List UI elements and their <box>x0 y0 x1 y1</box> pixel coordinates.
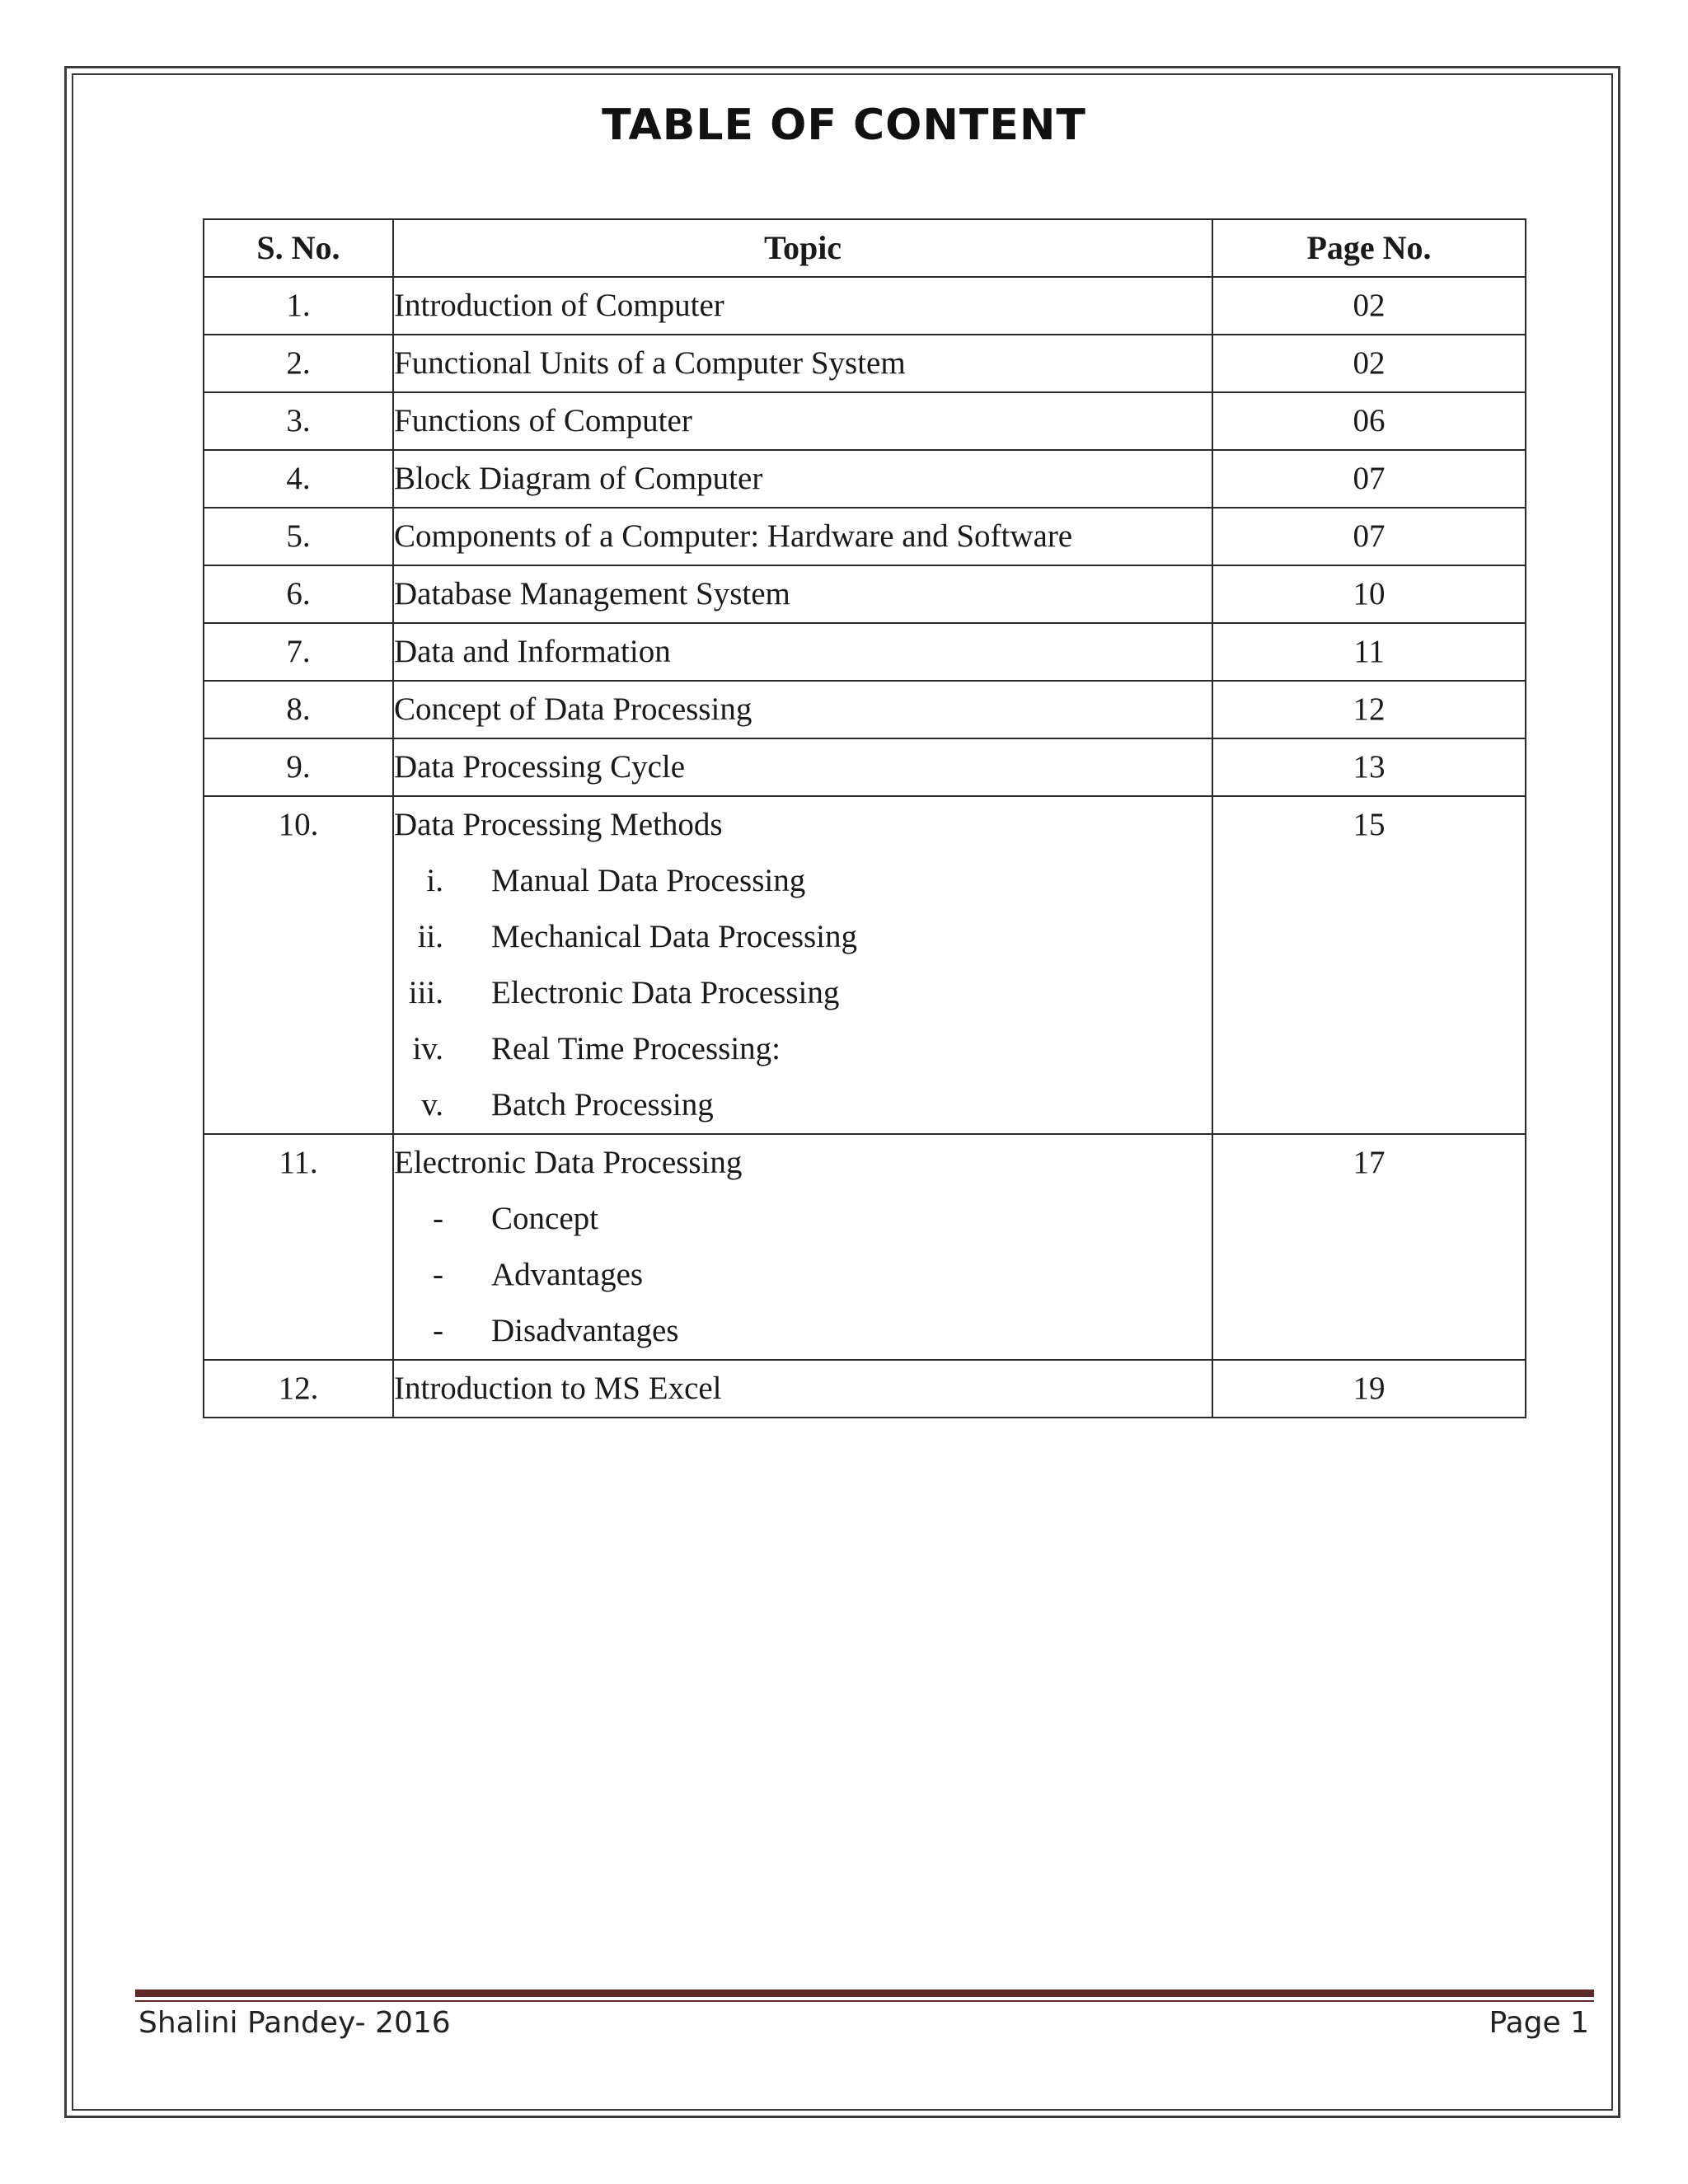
row-topic-cell <box>393 681 1212 738</box>
row-topic-cell <box>393 1134 1212 1360</box>
row-topic-cell <box>393 623 1212 681</box>
row-page: 19 <box>1212 1360 1526 1418</box>
subtopic-item <box>394 853 1212 909</box>
subtopic-text: Concept <box>491 1201 598 1236</box>
table-row <box>204 738 1526 796</box>
row-page: 02 <box>1212 277 1526 335</box>
subtopic-text: Manual Data Processing <box>491 863 806 898</box>
row-topic-cell <box>393 335 1212 392</box>
row-sno: 6. <box>204 565 393 623</box>
row-topic-cell <box>393 1360 1212 1418</box>
subtopic-text: Advantages <box>491 1257 644 1292</box>
subtopic-item <box>394 909 1212 965</box>
row-page: 12 <box>1212 681 1526 738</box>
row-topic-cell <box>393 565 1212 623</box>
subtopic-marker: ii. <box>417 919 443 954</box>
row-sno: 7. <box>204 623 393 681</box>
subtopic-marker: - <box>433 1201 443 1236</box>
row-sno: 2. <box>204 335 393 392</box>
row-topic: Data Processing Cycle <box>394 749 686 785</box>
row-topic: Introduction of Computer <box>394 288 724 323</box>
row-sno: 5. <box>204 508 393 565</box>
row-page: 07 <box>1212 508 1526 565</box>
toc-header-row <box>204 219 1526 277</box>
row-topic: Database Management System <box>394 576 790 612</box>
subtopic-text: Electronic Data Processing <box>491 975 840 1010</box>
subtopic-text: Disadvantages <box>491 1313 679 1348</box>
row-topic: Block Diagram of Computer <box>394 461 763 496</box>
page-title: TABLE OF CONTENT <box>602 101 1086 150</box>
row-sno: 8. <box>204 681 393 738</box>
subtopic-marker: - <box>433 1313 443 1348</box>
row-page: 02 <box>1212 335 1526 392</box>
table-row <box>204 335 1526 392</box>
toc-body <box>204 277 1526 1418</box>
row-topic: Components of a Computer: Hardware and Software <box>394 518 1073 554</box>
subtopic-item <box>394 1191 1212 1247</box>
subtopic-marker: iv. <box>412 1031 443 1066</box>
table-row <box>204 1134 1526 1360</box>
subtopic-marker: - <box>433 1257 443 1292</box>
row-topic-cell <box>393 508 1212 565</box>
table-row <box>204 623 1526 681</box>
row-page: 15 <box>1212 796 1526 1134</box>
row-sno: 1. <box>204 277 393 335</box>
row-topic: Functions of Computer <box>394 403 692 438</box>
row-topic-cell <box>393 796 1212 1134</box>
footer-author: Shalini Pandey- 2016 <box>138 2006 451 2040</box>
row-page: 10 <box>1212 565 1526 623</box>
row-topic: Data and Information <box>394 634 671 669</box>
table-row <box>204 392 1526 450</box>
table-row <box>204 681 1526 738</box>
header-topic: Topic <box>393 219 1212 277</box>
table-row <box>204 565 1526 623</box>
row-sno: 3. <box>204 392 393 450</box>
subtopic-item <box>394 965 1212 1021</box>
row-topic: Functional Units of a Computer System <box>394 345 906 381</box>
row-page: 06 <box>1212 392 1526 450</box>
header-sno: S. No. <box>204 219 393 277</box>
table-row <box>204 277 1526 335</box>
row-topic: Introduction to MS Excel <box>394 1371 722 1406</box>
table-row <box>204 796 1526 1134</box>
subtopic-marker: iii. <box>408 975 443 1010</box>
subtopic-text: Batch Processing <box>491 1087 714 1122</box>
table-row <box>204 450 1526 508</box>
row-topic-cell <box>393 392 1212 450</box>
row-sno: 9. <box>204 738 393 796</box>
row-sno: 11. <box>204 1134 393 1360</box>
subtopic-text: Real Time Processing: <box>491 1031 781 1066</box>
subtopic-item <box>394 1077 1212 1133</box>
subtopic-item <box>394 1021 1212 1077</box>
subtopic-text: Mechanical Data Processing <box>491 919 858 954</box>
footer-page-number: Page 1 <box>1489 2006 1589 2040</box>
row-topic: Concept of Data Processing <box>394 691 753 727</box>
subtopic-marker: i. <box>426 863 443 898</box>
row-page: 07 <box>1212 450 1526 508</box>
subtopic-list <box>394 853 1212 1133</box>
toc-table <box>203 218 1526 1418</box>
subtopic-marker: v. <box>421 1087 443 1122</box>
table-row <box>204 1360 1526 1418</box>
footer-rule-thin <box>135 2000 1594 2002</box>
row-sno: 4. <box>204 450 393 508</box>
header-page: Page No. <box>1212 219 1526 277</box>
subtopic-list <box>394 1191 1212 1359</box>
subtopic-item <box>394 1247 1212 1303</box>
subtopic-item <box>394 1303 1212 1359</box>
row-sno: 12. <box>204 1360 393 1418</box>
footer-rule <box>135 1990 1594 1997</box>
row-topic-cell <box>393 450 1212 508</box>
row-page: 17 <box>1212 1134 1526 1360</box>
table-row <box>204 508 1526 565</box>
row-topic-cell <box>393 738 1212 796</box>
row-sno: 10. <box>204 796 393 1134</box>
row-topic: Electronic Data Processing <box>394 1145 743 1180</box>
row-topic: Data Processing Methods <box>394 807 723 842</box>
row-topic-cell <box>393 277 1212 335</box>
row-page: 13 <box>1212 738 1526 796</box>
row-page: 11 <box>1212 623 1526 681</box>
